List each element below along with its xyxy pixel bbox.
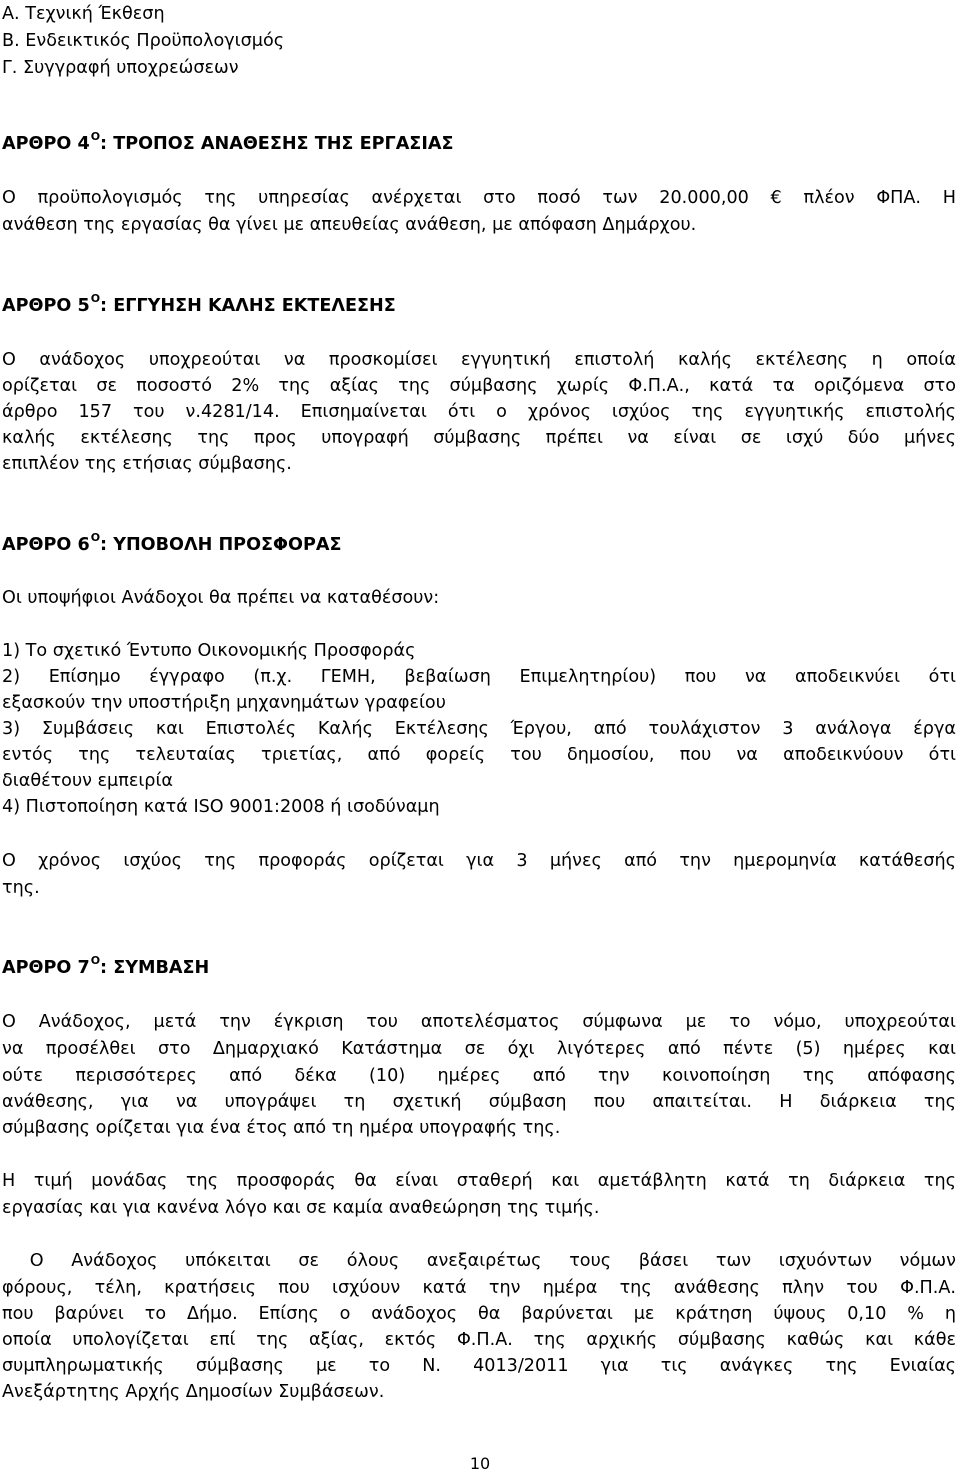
article-6-heading: [2, 532, 956, 558]
article-4-title: : ΤΡΟΠΟΣ ΑΝΑΘΕΣΗΣ ΤΗΣ ΕΡΓΑΣΙΑΣ: [100, 134, 454, 154]
article-6-validity: Ο χρόνος ισχύος της προφοράς ορίζεται για 3 μήνες από την ημερομηνία κατάθεσής: [2, 851, 956, 871]
article-7-para-3-line: φόρους, τέλη, κρατήσεις που ισχύουν κατά την ημέρα της ανάθεσης πλην του Φ.Π.Α.: [2, 1278, 956, 1298]
article-4-ordinal: Ο: [90, 130, 101, 143]
article-7-para-3-line: οποία υπολογίζεται επί της αξίας, εκτός Φ.Π.Α. της αρχικής σύμβασης καθώς και κάθε: [2, 1330, 956, 1350]
article-7-para-1-line: σύμβασης ορίζεται για ένα έτος από τη ημέρα υπογραφής της.: [2, 1118, 561, 1138]
article-7-prefix: ΑΡΘΡΟ 7: [2, 958, 90, 978]
article-4-line: ανάθεση της εργασίας θα γίνει με απευθείας ανάθεση, με απόφαση Δημάρχου.: [2, 215, 697, 235]
article-7-para-3-line: που βαρύνει το Δήμο. Επίσης ο ανάδοχος θα βαρύνεται με κράτηση ύψους 0,10 % η: [2, 1304, 956, 1324]
article-5-line: Ο ανάδοχος υποχρεούται να προσκομίσει εγγυητική επιστολή καλής εκτέλεσης η οποία: [2, 350, 956, 370]
article-7-ordinal: Ο: [90, 954, 101, 967]
article-6-ordinal: Ο: [90, 531, 101, 544]
article-7-para-3-line: Ανεξάρτητης Αρχής Δημοσίων Συμβάσεων.: [2, 1382, 385, 1402]
article-4-heading: [2, 131, 956, 157]
article-5-ordinal: Ο: [90, 292, 101, 305]
article-7-para-3-line: Ο Ανάδοχος υπόκειται σε όλους ανεξαιρέτως τους βάσει των ισχυόντων νόμων: [2, 1251, 956, 1271]
article-6-item: εντός της τελευταίας τριετίας, από φορείς του δημοσίου, που να αποδεικνύουν ότι: [2, 745, 956, 765]
article-6-title: : ΥΠΟΒΟΛΗ ΠΡΟΣΦΟΡΑΣ: [100, 535, 342, 555]
article-7-para-2-line: Η τιμή μονάδας της προσφοράς θα είναι σταθερή και αμετάβλητη κατά τη διάρκεια της: [2, 1171, 956, 1191]
article-7-para-1-line: να προσέλθει στο Δημαρχιακό Κατάστημα σε όχι λιγότερες από πέντε (5) ημέρες και: [2, 1039, 956, 1059]
article-5-prefix: ΑΡΘΡΟ 5: [2, 296, 90, 316]
article-6-item: 2) Επίσημο έγγραφο (π.χ. ΓΕΜΗ, βεβαίωση Επιμελητηρίου) που να αποδεικνύει ότι: [2, 667, 956, 687]
article-5-line: καλής εκτέλεσης της προς υπογραφή σύμβασης πρέπει να είναι σε ισχύ δύο μήνες: [2, 428, 956, 448]
article-5-line: επιπλέον της ετήσιας σύμβασης.: [2, 454, 292, 474]
article-7-para-3-line: συμπληρωματικής σύμβασης με το Ν. 4013/2011 για τις ανάγκες της Ενιαίας: [2, 1356, 956, 1376]
article-5-heading: [2, 293, 956, 319]
article-7-para-1-line: Ο Ανάδοχος, μετά την έγκριση του αποτελέσματος σύμφωνα με το νόμο, υποχρεούται: [2, 1012, 956, 1032]
article-6-item: διαθέτουν εμπειρία: [2, 771, 174, 791]
article-7-para-1-line: ούτε περισσότερες από δέκα (10) ημέρες από την κοινοποίηση της απόφασης: [2, 1066, 956, 1086]
article-7-heading: [2, 955, 956, 981]
article-7-para-1-line: ανάθεσης, για να υπογράψει τη σχετική σύμβαση που απαιτείται. Η διάρκεια της: [2, 1092, 956, 1112]
article-6-intro: Οι υποψήφιοι Ανάδοχοι θα πρέπει να καταθέσουν:: [2, 588, 440, 608]
article-6-item: 1) Το σχετικό Έντυπο Οικονομικής Προσφοράς: [2, 641, 416, 661]
article-4-prefix: ΑΡΘΡΟ 4: [2, 134, 90, 154]
page-number: 10: [469, 1454, 491, 1473]
article-5-line: ορίζεται σε ποσοστό 2% της αξίας της σύμβασης χωρίς Φ.Π.Α., κατά τα οριζόμενα στο: [2, 376, 956, 396]
article-5-title: : ΕΓΓΥΗΣΗ ΚΑΛΗΣ ΕΚΤΕΛΕΣΗΣ: [100, 296, 396, 316]
article-6-prefix: ΑΡΘΡΟ 6: [2, 535, 90, 555]
intro-item-budget: Β. Ενδεικτικός Προϋπολογισμός: [2, 31, 285, 51]
intro-item-technical-report: Α. Τεχνική Έκθεση: [2, 4, 165, 24]
article-6-validity: της.: [2, 878, 40, 898]
article-7-title: : ΣΥΜΒΑΣΗ: [100, 958, 210, 978]
article-6-item: εξασκούν την υποστήριξη μηχανημάτων γραφείου: [2, 693, 446, 713]
article-4-line: Ο προϋπολογισμός της υπηρεσίας ανέρχεται στο ποσό των 20.000,00 € πλέον ΦΠΑ. Η: [2, 188, 956, 208]
article-5-line: άρθρο 157 του ν.4281/14. Επισημαίνεται ότι ο χρόνος ισχύος της εγγυητικής επιστολής: [2, 402, 956, 422]
intro-item-obligations: Γ. Συγγραφή υποχρεώσεων: [2, 58, 239, 78]
article-6-item: 3) Συμβάσεις και Επιστολές Καλής Εκτέλεσης Έργου, από τουλάχιστον 3 ανάλογα έργα: [2, 719, 956, 739]
article-6-item: 4) Πιστοποίηση κατά ISO 9001:2008 ή ισοδύναμη: [2, 797, 440, 817]
article-7-para-2-line: εργασίας και για κανένα λόγο και σε καμία αναθεώρηση της τιμής.: [2, 1198, 600, 1218]
